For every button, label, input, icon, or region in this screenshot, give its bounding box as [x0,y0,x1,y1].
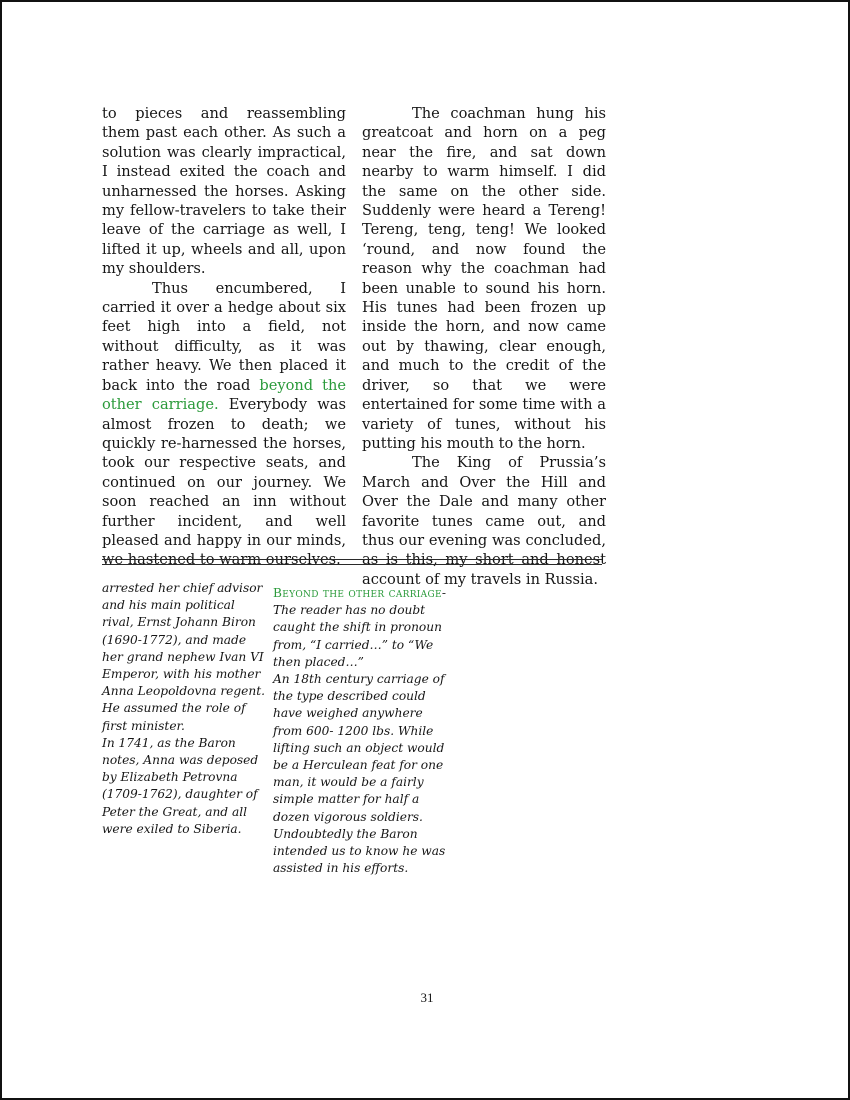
body-column-right [362,104,606,589]
footnote-column-left [102,580,267,838]
footnote-paragraph: An 18th century carriage of the type described could have weighed anywhere from 600- 1200 lbs. While lifting such an object would be a Herculean feat for one man, it would be a fairly simple matter for half a dozen vigorous soldiers. Undoubtedly the Baron intended us to know he was assisted in his efforts. [273,672,446,876]
body-paragraph: The coachman hung his greatcoat and horn on a peg near the fire, and sat down nearby to warm himself. I did the same on the other side. Suddenly were heard a Tereng! Tereng, teng, teng! We looked ‘round, and now found the reason why the coachman had been unable to sound his horn. His tunes had been frozen up inside the horn, and now came out by thawing, clear enough, and much to the credit of the driver, so that we were entertained for some time with a variety of tunes, without his putting his mouth to the horn. [362,105,606,452]
body-paragraph: The King of Prussia’s March and Over the Hill and Over the Dale and many other favorite tunes came out, and thus our evening was concluded, as is this, my short and honest account of my travels in Russia. [362,454,606,588]
footnote-column-right [273,585,448,877]
footnote-paragraph: In 1741, as the Baron notes, Anna was deposed by Elizabeth Petrovna (1709-1762), daughter of Peter the Great, and all were exiled to Siberia. [102,735,259,836]
footnote-heading: Beyond the other carriage [273,586,442,600]
body-text: Everybody was almost frozen to death; we quickly re-harnessed the horses, took our respective seats, and continued on our journey. We soon reached an inn without further incident, and well pleased and happy in our minds, we hastened to warm ourselves. [102,396,346,569]
footnote-paragraph: arrested her chief advisor and his main political rival, Ernst Johann Biron (1690-1772), and made her grand nephew Ivan VI Emperor, with his mother Anna Leopoldovna regent. He assumed the role of first minister. [102,581,266,733]
divider-rule [102,564,602,565]
body-text: Thus encumbered, I carried it over a hedge about six feet high into a field, not without difficulty, as it was rather heavy. We then placed it back into the road [102,279,346,394]
divider-rule [102,559,602,560]
body-paragraph: to pieces and reassembling them past each other. As such a solution was clearly impractical, I instead exited the coach and unharnessed the horses. Asking my fellow-travelers to take their leave of the carriage as well, I lifted it up, wheels and all, upon my shoulders. [102,105,346,278]
footnote-text: -The reader has no doubt caught the shift in pronoun from, “I carried…” to “We then placed…” [273,586,446,669]
body-paragraph [102,279,346,570]
annotated-phrase-link[interactable]: beyond the other carriage. [102,376,346,414]
body-column-left [102,104,346,570]
page-number: 31 [420,990,434,1005]
footnote-paragraph [273,585,448,671]
